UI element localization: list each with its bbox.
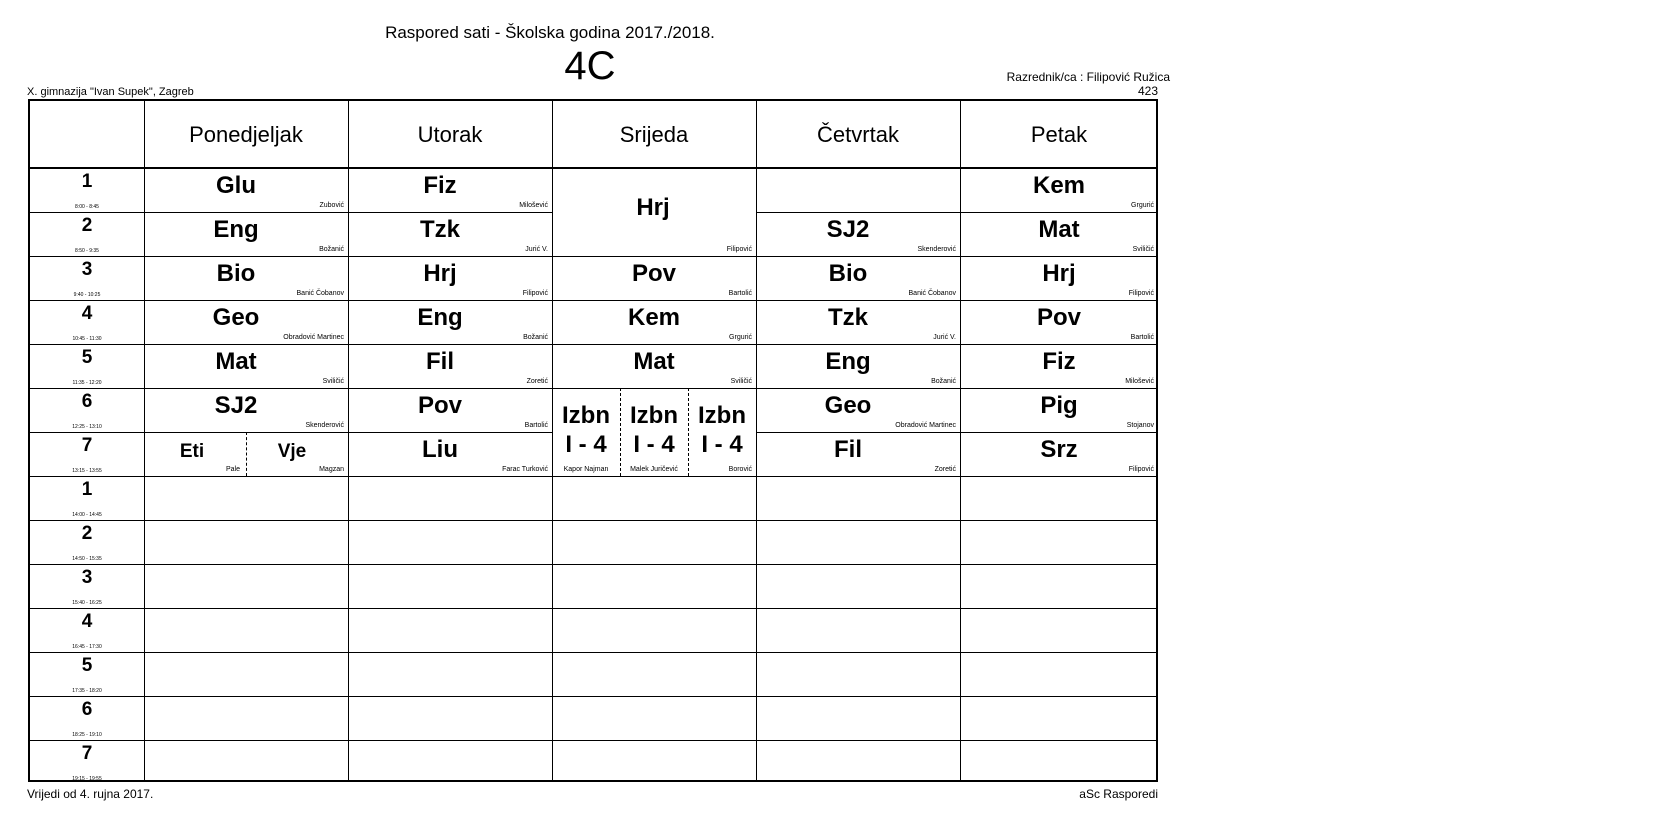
class-teacher: Razrednik/ca : Filipović Ružica <box>1006 70 1170 84</box>
period-time: 16:45 - 17:30 <box>72 644 102 650</box>
class-teacher-info <box>880 70 1170 98</box>
day-header-wednesday: Srijeda <box>619 121 689 147</box>
subject: Tzk <box>419 216 460 243</box>
subject: Eng <box>213 216 259 243</box>
day-header-thursday: Četvrtak <box>817 121 899 147</box>
lesson-cell <box>960 388 1158 432</box>
subject: Bio <box>216 260 256 287</box>
subject: Izbn <box>630 402 678 429</box>
lesson-cell <box>348 212 552 256</box>
period-label <box>30 740 144 784</box>
teacher: Jurić V. <box>933 334 956 341</box>
period-label <box>30 608 144 652</box>
class-name: 4C <box>564 44 616 88</box>
subject: Eng <box>825 348 871 375</box>
day-header-tuesday: Utorak <box>417 121 483 147</box>
teacher: Zoretić <box>526 378 548 385</box>
subject: Mat <box>215 348 257 375</box>
subject: Bio <box>828 260 868 287</box>
subject-group: I - 4 <box>633 431 675 458</box>
lesson-cell <box>756 300 960 344</box>
teacher: Banić Čobanov <box>296 290 344 297</box>
period-number: 5 <box>81 655 93 676</box>
lesson-cell <box>552 344 756 388</box>
period-time: 18:25 - 19:10 <box>72 732 102 738</box>
period-label <box>30 564 144 608</box>
lesson-cell <box>552 256 756 300</box>
teacher: Kapor Najman <box>563 466 609 473</box>
subject: Hrj <box>423 260 457 287</box>
subject: Fiz <box>423 172 457 199</box>
lesson-cell <box>144 212 348 256</box>
lesson-cell <box>348 344 552 388</box>
lesson-cell <box>348 300 552 344</box>
subject: Hrj <box>636 194 670 221</box>
period-label <box>30 388 144 432</box>
valid-from: Vrijedi od 4. rujna 2017. <box>27 787 154 801</box>
lesson-cell <box>552 300 756 344</box>
lesson-cell <box>960 344 1158 388</box>
day-header-friday: Petak <box>1030 121 1088 147</box>
period-number: 2 <box>81 523 93 544</box>
subject: Fil <box>426 348 454 375</box>
teacher: Filipović <box>1128 466 1154 473</box>
teacher: Skenderović <box>305 422 344 429</box>
period-time: 17:35 - 18:20 <box>72 688 102 694</box>
lesson-cell <box>144 344 348 388</box>
period-time: 13:15 - 13:55 <box>72 468 102 474</box>
teacher: Sviličić <box>730 378 752 385</box>
subject: Pov <box>631 260 676 287</box>
period-time: 11:35 - 12:20 <box>72 380 102 386</box>
lesson-cell <box>756 212 960 256</box>
teacher: Filipović <box>726 246 752 253</box>
teacher: Farac Turković <box>502 466 548 473</box>
subject: Izbn <box>698 402 746 429</box>
lesson-cell-split <box>144 432 348 476</box>
elective-group <box>620 388 688 476</box>
period-number: 7 <box>81 435 93 456</box>
lesson-cell <box>756 432 960 476</box>
period-number: 6 <box>81 391 93 412</box>
period-label <box>30 212 144 256</box>
teacher: Malek Juričević <box>630 466 678 473</box>
subject: Geo <box>212 304 260 331</box>
software-credit: aSc Rasporedi <box>1079 787 1158 801</box>
period-time: 14:50 - 15:35 <box>72 556 102 562</box>
teacher: Pale <box>225 466 240 473</box>
lesson-cell <box>756 344 960 388</box>
period-label <box>30 696 144 740</box>
subject: Pov <box>417 392 462 419</box>
subject-group: I - 4 <box>565 431 607 458</box>
subject: Eti <box>179 441 205 462</box>
subject: Liu <box>422 436 458 463</box>
lesson-cell <box>348 256 552 300</box>
period-time: 15:40 - 16:25 <box>72 600 102 606</box>
lesson-cell <box>960 300 1158 344</box>
period-number: 1 <box>81 171 93 192</box>
subject: Tzk <box>827 304 868 331</box>
teacher: Božanić <box>319 246 344 253</box>
subject: Pig <box>1040 392 1078 419</box>
teacher: Stojanov <box>1126 422 1154 429</box>
subject: Mat <box>1038 216 1080 243</box>
subject: SJ2 <box>214 392 258 419</box>
lesson-cell <box>144 300 348 344</box>
lesson-cell <box>144 256 348 300</box>
subject: Hrj <box>1042 260 1076 287</box>
teacher: Grgurić <box>729 334 752 341</box>
lesson-cell <box>960 256 1158 300</box>
timetable-grid <box>28 99 1158 782</box>
timetable-title: Raspored sati - Školska godina 2017./2018. <box>385 23 715 42</box>
lesson-cell <box>348 388 552 432</box>
subject: Eng <box>417 304 463 331</box>
period-time: 19:15 - 19:55 <box>72 776 102 782</box>
period-label <box>30 652 144 696</box>
period-number: 4 <box>81 611 93 632</box>
teacher: Bartolić <box>524 422 548 429</box>
teacher: Milošević <box>519 202 548 209</box>
teacher: Filipović <box>522 290 548 297</box>
elective-group <box>688 388 756 476</box>
teacher: Filipović <box>1128 290 1154 297</box>
subject: Fiz <box>1042 348 1076 375</box>
lesson-half <box>144 432 246 476</box>
subject: Mat <box>633 348 675 375</box>
lesson-cell-double <box>552 168 756 256</box>
period-time: 8:50 - 9:35 <box>75 248 99 254</box>
teacher: Zoretić <box>934 466 956 473</box>
school-name: X. gimnazija "Ivan Supek", Zagreb <box>27 86 194 98</box>
lesson-cell <box>144 168 348 212</box>
subject: Vje <box>277 441 307 462</box>
lesson-cell <box>960 432 1158 476</box>
teacher: Zubović <box>319 202 344 209</box>
period-time: 14:00 - 14:45 <box>72 512 102 518</box>
teacher: Jurić V. <box>525 246 548 253</box>
lesson-half <box>246 432 348 476</box>
teacher: Magzan <box>319 466 344 473</box>
period-time: 8:00 - 8:45 <box>75 204 99 210</box>
period-label <box>30 520 144 564</box>
teacher: Banić Čobanov <box>908 290 956 297</box>
teacher: Sviličić <box>322 378 344 385</box>
elective-group <box>552 388 620 476</box>
teacher: Obradović Martinec <box>283 334 344 341</box>
teacher: Grgurić <box>1131 202 1154 209</box>
subject-group: I - 4 <box>701 431 743 458</box>
subject: Kem <box>627 304 681 331</box>
subject: Pov <box>1036 304 1081 331</box>
teacher: Borović <box>728 466 752 473</box>
period-label <box>30 256 144 300</box>
period-number: 1 <box>81 479 93 500</box>
period-label <box>30 300 144 344</box>
lesson-cell <box>144 388 348 432</box>
period-number: 4 <box>81 303 93 324</box>
teacher: Skenderović <box>917 246 956 253</box>
period-time: 10:45 - 11:30 <box>72 336 102 342</box>
subject: Geo <box>824 392 872 419</box>
lesson-cell <box>756 388 960 432</box>
lesson-cell-group <box>552 388 756 476</box>
teacher: Bartolić <box>1130 334 1154 341</box>
period-number: 7 <box>81 743 93 764</box>
period-number: 3 <box>81 259 93 280</box>
period-label <box>30 476 144 520</box>
subject: Glu <box>216 172 256 199</box>
period-time: 12:25 - 13:10 <box>72 424 102 430</box>
day-header-monday: Ponedjeljak <box>189 121 303 147</box>
lesson-cell <box>348 168 552 212</box>
subject: Fil <box>834 436 862 463</box>
period-number: 5 <box>81 347 93 368</box>
lesson-cell <box>960 212 1158 256</box>
teacher: Sviličić <box>1132 246 1154 253</box>
teacher: Božanić <box>523 334 548 341</box>
period-time: 9:40 - 10:25 <box>73 292 101 298</box>
lesson-cell <box>960 168 1158 212</box>
period-label <box>30 432 144 476</box>
subject: SJ2 <box>826 216 870 243</box>
teacher: Božanić <box>931 378 956 385</box>
period-number: 6 <box>81 699 93 720</box>
lesson-cell <box>756 256 960 300</box>
period-label <box>30 168 144 212</box>
period-number: 2 <box>81 215 93 236</box>
period-label <box>30 344 144 388</box>
teacher: Bartolić <box>728 290 752 297</box>
subject: Kem <box>1032 172 1086 199</box>
teacher: Obradović Martinec <box>895 422 956 429</box>
room-number: 423 <box>1137 84 1158 98</box>
subject: Izbn <box>562 402 610 429</box>
period-number: 3 <box>81 567 93 588</box>
teacher: Milošević <box>1125 378 1154 385</box>
lesson-cell <box>348 432 552 476</box>
subject: Srz <box>1040 436 1078 463</box>
